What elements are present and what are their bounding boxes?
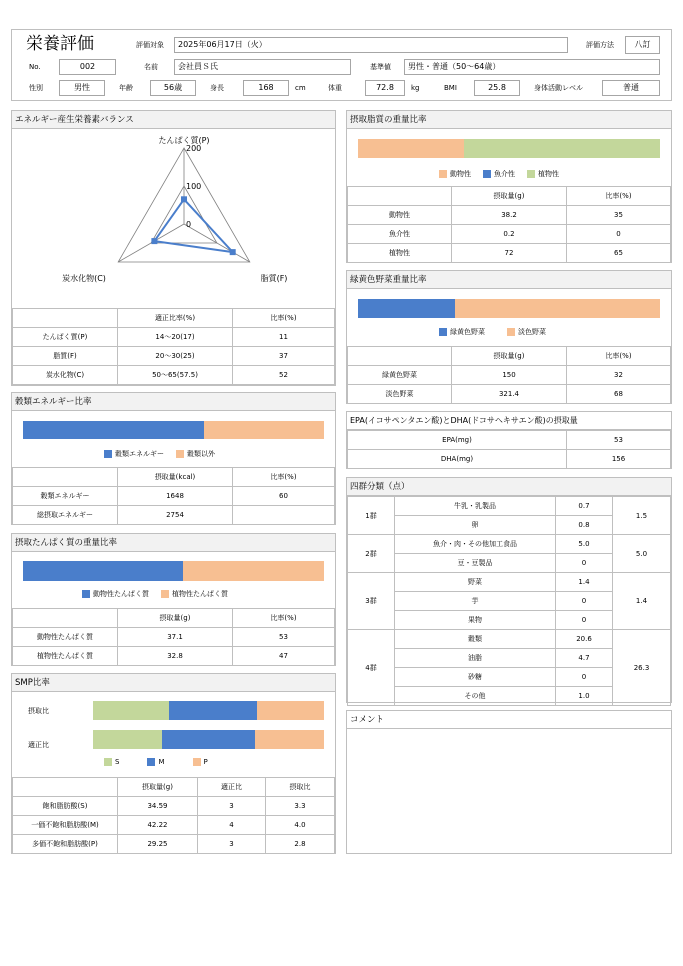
row-name: 緑黄色野菜 [348, 366, 452, 385]
grain-col-ratio: 比率(%) [233, 468, 335, 487]
radar-label-f: 脂質(F) [260, 274, 288, 283]
pfc-section [11, 110, 336, 386]
table-header-row [348, 347, 671, 366]
row-ratio: 35 [567, 206, 671, 225]
grain-col-intake: 摂取量(kcal) [118, 468, 233, 487]
grain-section [11, 392, 336, 525]
row-intake: 72 [452, 244, 567, 263]
table-header-row [13, 609, 335, 628]
table-row [13, 816, 335, 835]
veg-col-ratio: 比率(%) [567, 347, 671, 366]
item-value: 0 [556, 554, 613, 573]
height-field[interactable]: 168 [243, 80, 289, 96]
item-value: 0.8 [556, 516, 613, 535]
table-row [13, 797, 335, 816]
table-row [348, 497, 671, 516]
group-total: 26.3 [613, 630, 671, 706]
veg-bar-segment-b [455, 299, 660, 318]
radar-tick-label: 100 [186, 182, 202, 191]
smp-col-intake: 摂取量(g) [118, 778, 198, 797]
smp-table [12, 777, 335, 854]
veg-col-intake: 摂取量(g) [452, 347, 567, 366]
epa-dha-section [346, 411, 672, 469]
bmi-field[interactable]: 25.8 [474, 80, 520, 96]
row-ratio: 2.8 [266, 835, 335, 854]
smp-ideal-m [162, 730, 254, 749]
row-ratio: 32 [567, 366, 671, 385]
radar-series-line [154, 199, 232, 252]
smp-intake-s [93, 701, 169, 720]
age-field[interactable]: 56歳 [150, 80, 196, 96]
legend-label: 穀類以外 [187, 450, 215, 458]
name-field[interactable]: 会社員Ｓ氏 [174, 59, 351, 75]
item-name: その他 [395, 687, 556, 706]
protein-col-intake: 摂取量(g) [118, 609, 233, 628]
page-title: 栄養評価 [26, 34, 94, 54]
item-value: 0 [556, 611, 613, 630]
row-name: 動物性 [348, 206, 452, 225]
protein-legend [82, 589, 240, 599]
smp-ideal-p [255, 730, 324, 749]
row-range: 20～30(25) [118, 347, 233, 366]
table-row [13, 506, 335, 525]
radar-tick-label: 0 [186, 220, 192, 229]
eval-method-field[interactable]: 八訂 [625, 36, 660, 54]
pfc-col-ratio: 比率(%) [233, 309, 335, 328]
row-ideal: 4 [198, 816, 266, 835]
row-name: たんぱく質(P) [13, 328, 118, 347]
height-label: 身長 [210, 84, 224, 92]
weight-field[interactable]: 72.8 [365, 80, 405, 96]
row-ratio: 4.0 [266, 816, 335, 835]
smp-intake-bar [93, 701, 324, 720]
table-row [348, 535, 671, 554]
legend-swatch [104, 758, 112, 766]
veg-bar [358, 299, 660, 318]
item-name: 砂糖 [395, 668, 556, 687]
row-ratio: 11 [233, 328, 335, 347]
table-row [348, 366, 671, 385]
protein-table [12, 608, 335, 666]
row-intake: 37.1 [118, 628, 233, 647]
legend-label: 魚介性 [494, 170, 515, 178]
item-name: 牛乳・乳製品 [395, 497, 556, 516]
table-row [13, 628, 335, 647]
table-row [13, 487, 335, 506]
row-ideal: 3 [198, 797, 266, 816]
grain-title: 穀類エネルギー比率 [12, 393, 335, 411]
row-ratio: 3.3 [266, 797, 335, 816]
table-row [348, 206, 671, 225]
no-field[interactable]: 002 [59, 59, 116, 75]
eval-target-label: 評価対象 [136, 41, 164, 49]
table-row [348, 431, 671, 450]
group-name: 3群 [348, 573, 395, 630]
legend-label: 動物性たんぱく質 [93, 590, 149, 598]
fat-table [347, 186, 671, 263]
legend-swatch [439, 328, 447, 336]
veg-section [346, 270, 672, 404]
radar-label-p: たんぱく質(P) [158, 136, 210, 145]
protein-bar [23, 561, 324, 581]
veg-legend [439, 327, 558, 337]
radar-point [151, 238, 157, 244]
row-ratio: 37 [233, 347, 335, 366]
row-range: 14～20(17) [118, 328, 233, 347]
item-value: 4.7 [556, 649, 613, 668]
no-label: No. [29, 63, 41, 71]
row-ratio [233, 506, 335, 525]
comment-textarea[interactable] [347, 730, 671, 853]
table-row [348, 450, 671, 469]
legend-label: 淡色野菜 [518, 328, 546, 336]
protein-bar-segment-b [183, 561, 324, 581]
smp-col-ratio: 摂取比 [266, 778, 335, 797]
smp-row-intake-label: 摂取比 [28, 707, 49, 715]
grain-bar [23, 421, 324, 439]
item-value: 1.0 [556, 687, 613, 706]
legend-swatch [507, 328, 515, 336]
item-name: 野菜 [395, 573, 556, 592]
grain-legend [104, 449, 227, 459]
legend-swatch [161, 590, 169, 598]
item-name: 穀類 [395, 630, 556, 649]
sex-label: 性別 [29, 84, 43, 92]
row-name: 動物性たんぱく質 [13, 628, 118, 647]
group-total: 1.5 [613, 497, 671, 535]
radar-label-c: 炭水化物(C) [62, 274, 106, 283]
bmi-label: BMI [444, 84, 457, 92]
table-row [348, 225, 671, 244]
row-name: 植物性たんぱく質 [13, 647, 118, 666]
fat-bar-animal [358, 139, 464, 158]
fat-col-intake: 摂取量(g) [452, 187, 567, 206]
legend-label: S [115, 758, 120, 766]
legend-swatch [82, 590, 90, 598]
fat-legend [439, 169, 571, 179]
table-row [13, 328, 335, 347]
sex-field[interactable]: 男性 [59, 80, 105, 96]
row-ratio: 60 [233, 487, 335, 506]
legend-label: P [203, 758, 208, 766]
radar-point [230, 249, 236, 255]
legend-label: 緑黄色野菜 [450, 328, 485, 336]
grain-bar-segment-b [204, 421, 324, 439]
table-header-row [348, 187, 671, 206]
row-name: 魚介性 [348, 225, 452, 244]
table-header-row [13, 309, 335, 328]
row-name: 一価不飽和脂肪酸(M) [13, 816, 118, 835]
item-value: 5.0 [556, 535, 613, 554]
veg-bar-segment-a [358, 299, 455, 318]
row-name: 総摂取エネルギー [13, 506, 118, 525]
epa-dha-table [347, 430, 671, 469]
row-ratio: 68 [567, 385, 671, 404]
radar-point [181, 196, 187, 202]
row-name: 植物性 [348, 244, 452, 263]
four-groups-table [347, 496, 671, 706]
fat-title: 摂取脂質の重量比率 [347, 111, 671, 129]
item-name: 豆・豆製品 [395, 554, 556, 573]
item-value: 1.4 [556, 573, 613, 592]
table-row [348, 244, 671, 263]
radar-tick-label: 200 [186, 144, 202, 153]
legend-label: 穀類エネルギー [115, 450, 164, 458]
row-ideal: 3 [198, 835, 266, 854]
age-label: 年齢 [119, 84, 133, 92]
row-intake: 38.2 [452, 206, 567, 225]
eval-method-label: 評価方法 [586, 41, 614, 49]
table-row [13, 647, 335, 666]
row-intake: 150 [452, 366, 567, 385]
row-value: 53 [567, 431, 671, 450]
row-name: 穀類エネルギー [13, 487, 118, 506]
legend-label: M [158, 758, 165, 766]
group-name: 2群 [348, 535, 395, 573]
group-name: 4群 [348, 630, 395, 706]
grain-table [12, 467, 335, 525]
activity-label: 身体活動レベル [534, 84, 583, 92]
fat-col-ratio: 比率(%) [567, 187, 671, 206]
grain-bar-segment-a [23, 421, 204, 439]
legend-swatch [439, 170, 447, 178]
row-intake: 1648 [118, 487, 233, 506]
table-row [348, 573, 671, 592]
smp-legend [104, 758, 220, 766]
row-ratio: 53 [233, 628, 335, 647]
legend-swatch [193, 758, 201, 766]
row-intake: 32.8 [118, 647, 233, 666]
row-intake: 29.25 [118, 835, 198, 854]
fat-bar [358, 139, 660, 158]
row-name: 多価不飽和脂肪酸(P) [13, 835, 118, 854]
eval-date-field[interactable]: 2025年06月17日（火） [174, 37, 568, 53]
pfc-col-range: 適正比率(%) [118, 309, 233, 328]
item-value: 0.7 [556, 497, 613, 516]
group-total: 1.4 [613, 573, 671, 630]
protein-section [11, 533, 336, 666]
four-groups-section [346, 477, 672, 703]
table-row [13, 835, 335, 854]
height-unit: cm [295, 84, 306, 92]
row-intake: 42.22 [118, 816, 198, 835]
legend-swatch [483, 170, 491, 178]
row-name: 炭水化物(C) [13, 366, 118, 385]
pfc-title: エネルギー産生栄養素バランス [12, 111, 335, 129]
comment-title: コメント [347, 711, 671, 729]
smp-row-ideal-label: 適正比 [28, 741, 49, 749]
weight-label: 体重 [328, 84, 342, 92]
group-name: 1群 [348, 497, 395, 535]
smp-col-ideal: 適正比 [198, 778, 266, 797]
weight-unit: kg [411, 84, 420, 92]
table-row [348, 385, 671, 404]
table-row [13, 347, 335, 366]
protein-title: 摂取たんぱく質の重量比率 [12, 534, 335, 552]
fat-bar-plant [464, 139, 660, 158]
smp-section [11, 673, 336, 854]
standard-field[interactable]: 男性・普通（50～64歳） [404, 59, 660, 75]
item-name: 魚介・肉・その他加工食品 [395, 535, 556, 554]
item-name: 油脂 [395, 649, 556, 668]
pfc-table [12, 308, 335, 385]
legend-swatch [147, 758, 155, 766]
row-value: 156 [567, 450, 671, 469]
name-label: 名前 [144, 63, 158, 71]
row-ratio: 65 [567, 244, 671, 263]
legend-swatch [104, 450, 112, 458]
row-intake: 321.4 [452, 385, 567, 404]
pfc-radar-chart [12, 130, 335, 308]
group-total: 5.0 [613, 535, 671, 573]
row-name: 淡色野菜 [348, 385, 452, 404]
row-name: EPA(mg) [348, 431, 567, 450]
veg-table [347, 346, 671, 404]
header-panel [11, 29, 672, 101]
legend-label: 動物性 [450, 170, 471, 178]
epa-dha-title: EPA(イコサペンタエン酸)とDHA(ドコサヘキサエン酸)の摂取量 [347, 412, 671, 430]
table-header-row [13, 468, 335, 487]
row-intake: 0.2 [452, 225, 567, 244]
table-row [348, 630, 671, 649]
row-ratio: 0 [567, 225, 671, 244]
item-value: 0 [556, 592, 613, 611]
row-name: DHA(mg) [348, 450, 567, 469]
legend-label: 植物性たんぱく質 [172, 590, 228, 598]
smp-ideal-bar [93, 730, 324, 749]
protein-bar-segment-a [23, 561, 183, 581]
table-header-row [13, 778, 335, 797]
legend-swatch [527, 170, 535, 178]
veg-title: 緑黄色野菜重量比率 [347, 271, 671, 289]
fat-section [346, 110, 672, 263]
row-range: 50～65(57.5) [118, 366, 233, 385]
protein-col-ratio: 比率(%) [233, 609, 335, 628]
legend-label: 植物性 [538, 170, 559, 178]
smp-intake-m [169, 701, 257, 720]
row-intake: 34.59 [118, 797, 198, 816]
smp-ideal-s [93, 730, 162, 749]
item-value: 20.6 [556, 630, 613, 649]
item-name: 果物 [395, 611, 556, 630]
smp-intake-p [257, 701, 324, 720]
row-name: 脂質(F) [13, 347, 118, 366]
row-intake: 2754 [118, 506, 233, 525]
item-name: 芋 [395, 592, 556, 611]
item-value: 0 [556, 668, 613, 687]
legend-swatch [176, 450, 184, 458]
row-ratio: 52 [233, 366, 335, 385]
table-row [13, 366, 335, 385]
row-name: 飽和脂肪酸(S) [13, 797, 118, 816]
activity-field[interactable]: 普通 [602, 80, 660, 96]
item-name: 卵 [395, 516, 556, 535]
smp-title: SMP比率 [12, 674, 335, 692]
standard-label: 基準値 [370, 63, 391, 71]
comment-section [346, 710, 672, 854]
four-groups-title: 四群分類（点） [347, 478, 671, 496]
row-ratio: 47 [233, 647, 335, 666]
